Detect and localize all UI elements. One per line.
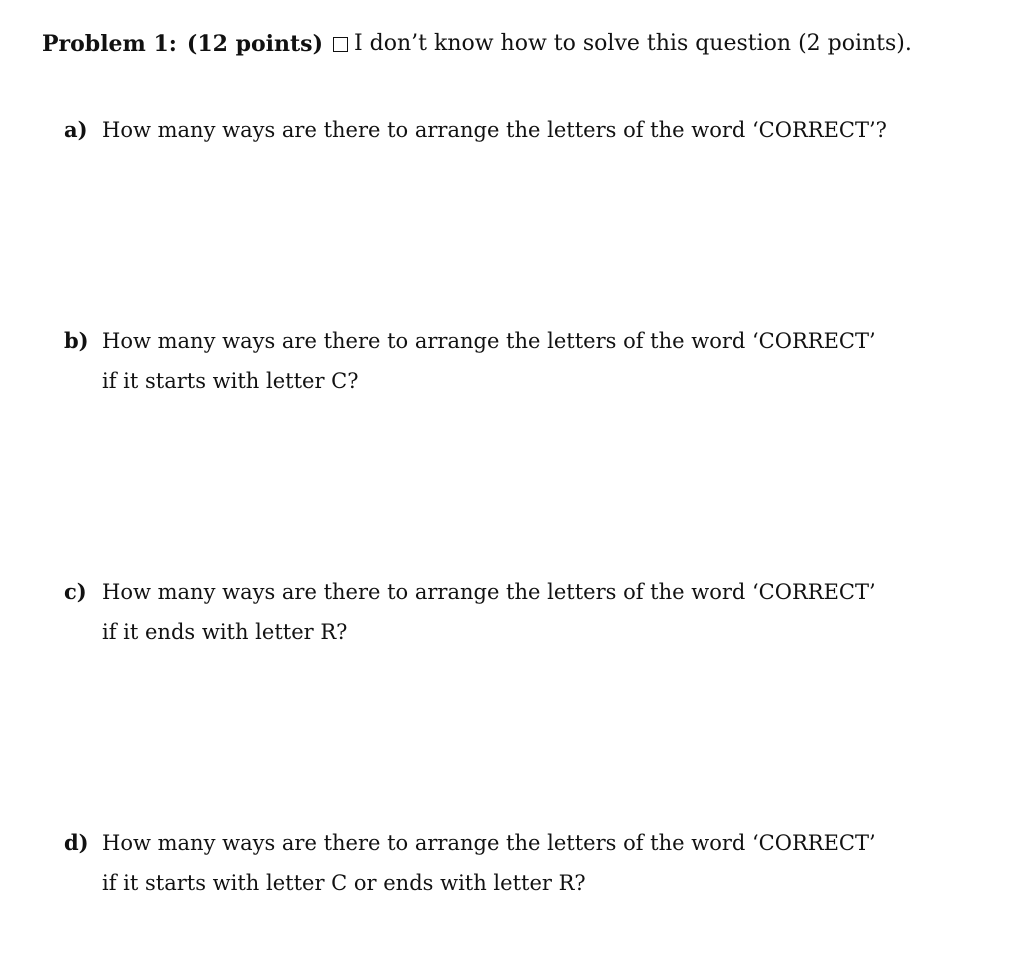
part-d-condition: if it starts with letter C or ends with letter R?: [102, 871, 586, 895]
part-c-condition: if it ends with letter R?: [102, 620, 348, 644]
dont-know-checkbox[interactable]: [333, 37, 348, 52]
part-d-question: How many ways are there to arrange the letters of the word ‘CORRECT’: [102, 831, 876, 855]
part-a-label: a): [64, 117, 88, 142]
part-b-question: How many ways are there to arrange the letters of the word ‘CORRECT’: [102, 329, 876, 353]
part-b-condition: if it starts with letter C?: [102, 369, 359, 393]
problem-points: (12 points): [186, 31, 323, 57]
part-a: [64, 110, 887, 150]
dont-know-label: I don’t know how to solve this question (2 points).: [353, 31, 912, 56]
part-c-label: c): [64, 579, 87, 604]
part-c-question: How many ways are there to arrange the letters of the word ‘CORRECT’: [102, 580, 876, 604]
part-b-label: b): [64, 328, 89, 353]
part-d-label: d): [64, 830, 89, 855]
problem-title: Problem 1:: [42, 31, 177, 57]
part-a-question: How many ways are there to arrange the letters of the word ‘CORRECT’?: [102, 118, 887, 142]
problem-header: [42, 28, 912, 60]
part-d: [64, 823, 876, 903]
part-b: [64, 321, 876, 401]
part-c: [64, 572, 876, 652]
